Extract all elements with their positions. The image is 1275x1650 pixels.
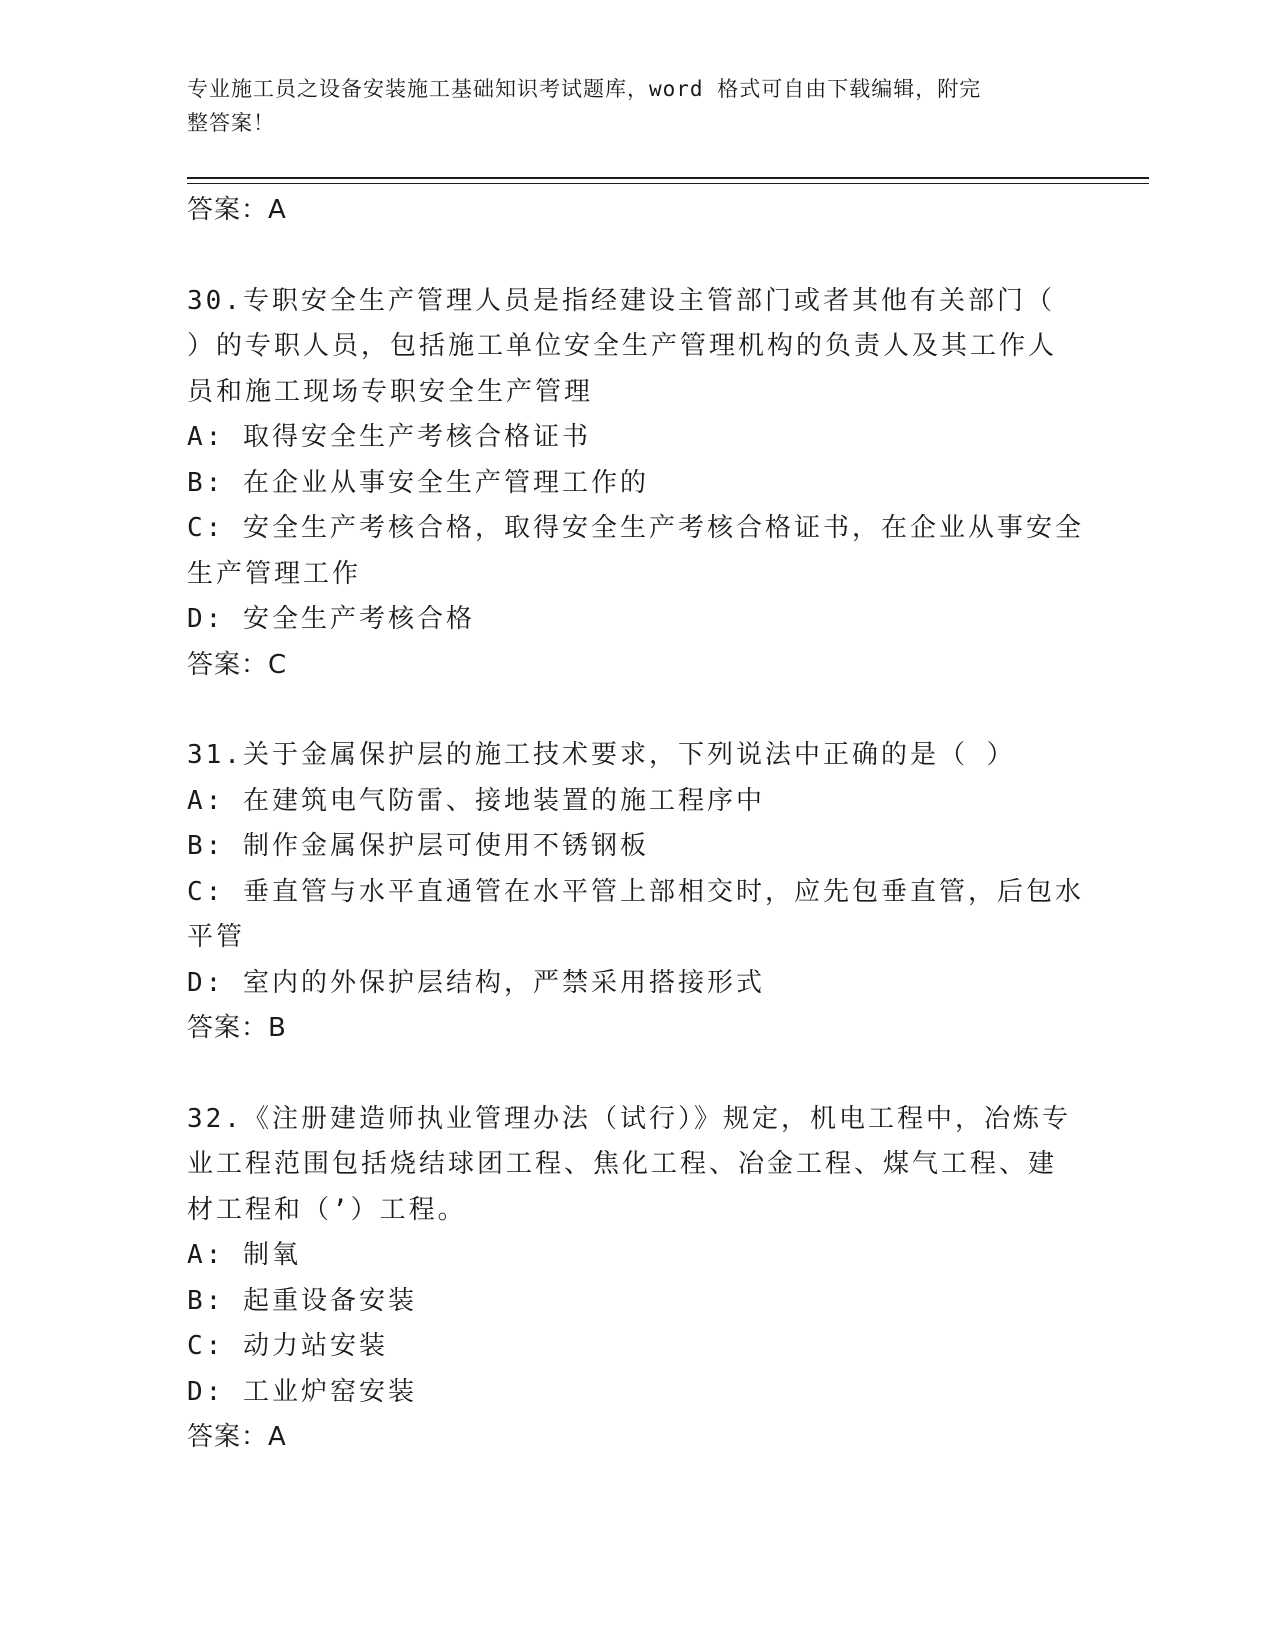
question-31 bbox=[187, 733, 1084, 1052]
option-a: A: 取得安全生产考核合格证书 bbox=[187, 422, 591, 452]
question-text-line: 30.专职安全生产管理人员是指经建设主管部门或者其他有关部门（ bbox=[187, 285, 1055, 316]
option-c: C: 动力站安装 bbox=[187, 1331, 388, 1361]
option-b: B: 起重设备安装 bbox=[187, 1285, 417, 1316]
option-b: B: 制作金属保护层可使用不锈钢板 bbox=[187, 831, 649, 861]
answer-line: 答案：A bbox=[187, 195, 287, 225]
answer-line: 答案：A bbox=[187, 1422, 287, 1452]
header-line-1: 专业施工员之设备安装施工基础知识考试题库，word 格式可自由下载编辑，附完 bbox=[187, 77, 982, 101]
option-d: D: 室内的外保护层结构，严禁采用搭接形式 bbox=[187, 967, 765, 998]
option-d: D: 安全生产考核合格 bbox=[187, 604, 475, 634]
header-rule-thin bbox=[187, 183, 1149, 184]
question-text-line: 业工程范围包括烧结球团工程、焦化工程、冶金工程、煤气工程、建 bbox=[187, 1149, 1058, 1179]
question-text-line: 31.关于金属保护层的施工技术要求，下列说法中正确的是（ ） bbox=[187, 740, 1016, 770]
question-text-line: 材工程和（’）工程。 bbox=[187, 1194, 467, 1225]
option-c-continuation: 平管 bbox=[187, 922, 246, 952]
option-c: C: 安全生产考核合格，取得安全生产考核合格证书，在企业从事安全 bbox=[187, 513, 1084, 543]
question-text-line: 32.《注册建造师执业管理办法（试行）》规定，机电工程中，冶炼专 bbox=[187, 1103, 1071, 1134]
answer-line: 答案：C bbox=[187, 649, 288, 680]
option-c-continuation: 生产管理工作 bbox=[187, 558, 362, 589]
question-30 bbox=[187, 279, 1084, 689]
option-b: B: 在企业从事安全生产管理工作的 bbox=[187, 467, 649, 498]
option-c: C: 垂直管与水平直通管在水平管上部相交时，应先包垂直管，后包水 bbox=[187, 876, 1084, 907]
question-text-line: 员和施工现场专职安全生产管理 bbox=[187, 376, 594, 407]
option-a: A: 制氧 bbox=[187, 1240, 301, 1270]
header-rule-thick bbox=[187, 177, 1149, 179]
option-a: A: 在建筑电气防雷、接地装置的施工程序中 bbox=[187, 785, 765, 816]
document-body bbox=[187, 188, 1084, 1461]
question-text-line: ）的专职人员，包括施工单位安全生产管理机构的负责人及其工作人 bbox=[187, 331, 1058, 361]
option-d: D: 工业炉窑安装 bbox=[187, 1376, 417, 1407]
question-32 bbox=[187, 1097, 1077, 1461]
answer-line: 答案：B bbox=[187, 1013, 287, 1043]
document-header bbox=[187, 72, 1067, 140]
header-line-2: 整答案！ bbox=[187, 111, 275, 135]
